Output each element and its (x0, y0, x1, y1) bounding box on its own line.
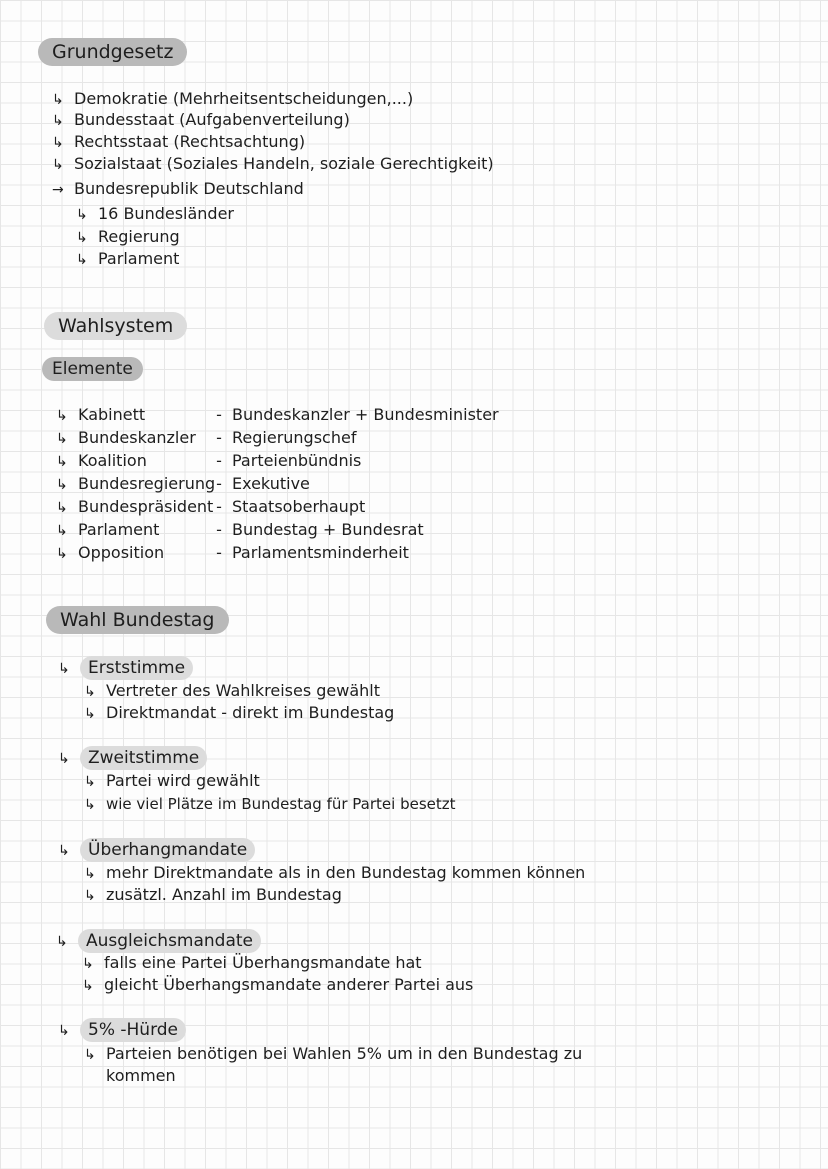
arrow-icon: ↳ (56, 934, 68, 950)
list-item: ↳ gleicht Überhangsmandate anderer Partei aus (82, 975, 474, 994)
list-item: ↳ Sozialstaat (Soziales Handeln, soziale Gerechtigkeit) (52, 154, 494, 173)
list-item: ↳ Direktmandat - direkt im Bundestag (84, 703, 395, 722)
arrow-icon: ↳ (84, 684, 96, 700)
list-item: ↳ Demokratie (Mehrheitsentscheidungen,...) (52, 89, 414, 108)
table-row: ↳ Parlament - Bundestag + Bundesrat (56, 520, 424, 539)
arrow-icon: ↳ (56, 523, 68, 539)
table-row: ↳ Bundespräsident - Staatsoberhaupt (56, 497, 366, 516)
list-item: ↳ falls eine Partei Überhangsmandate hat (82, 953, 422, 972)
list-item: ↳ Parlament (76, 249, 180, 268)
arrow-icon: ↳ (56, 408, 68, 424)
list-item: ↳ wie viel Plätze im Bundestag für Partei besetzt (84, 795, 456, 813)
list-item: ↳ Rechtsstaat (Rechtsachtung) (52, 132, 306, 151)
arrow-icon: ↳ (84, 1047, 96, 1063)
label-ausgleichsmandate: Ausgleichsmandate (78, 929, 261, 953)
arrow-icon: ↳ (56, 431, 68, 447)
arrow-icon: → (52, 182, 64, 198)
list-item: ↳ Parteien benötigen bei Wahlen 5% um in den Bundestag zu (84, 1044, 583, 1063)
list-item: ↳ Vertreter des Wahlkreises gewählt (84, 681, 380, 700)
table-row: ↳ Koalition - Parteienbündnis (56, 451, 362, 470)
subheading-elemente: Elemente (42, 357, 143, 381)
arrow-icon: ↳ (84, 866, 96, 882)
arrow-icon: ↳ (84, 706, 96, 722)
arrow-icon: ↳ (56, 500, 68, 516)
list-item (58, 1018, 186, 1042)
heading-wahl-bundestag: Wahl Bundestag (46, 606, 229, 634)
arrow-icon: ↳ (56, 454, 68, 470)
heading-wahlsystem: Wahlsystem (44, 312, 187, 340)
list-item-continuation: kommen (106, 1066, 176, 1085)
arrow-icon: ↳ (52, 113, 64, 129)
list-item: ↳ 16 Bundesländer (76, 204, 235, 223)
list-item: ↳ mehr Direktmandate als in den Bundestag kommen können (84, 863, 586, 882)
list-item (56, 929, 261, 953)
table-row: ↳ Kabinett - Bundeskanzler + Bundesminister (56, 405, 499, 424)
arrow-icon: ↳ (52, 135, 64, 151)
arrow-icon: ↳ (56, 477, 68, 493)
list-item: → Bundesrepublik Deutschland (52, 179, 304, 198)
arrow-icon: ↳ (76, 207, 88, 223)
label-ueberhangmandate: Überhangmandate (80, 838, 255, 862)
list-item: ↳ zusätzl. Anzahl im Bundestag (84, 885, 342, 904)
table-row: ↳ Bundeskanzler - Regierungschef (56, 428, 357, 447)
list-item: ↳ Bundesstaat (Aufgabenverteilung) (52, 110, 350, 129)
arrow-icon: ↳ (52, 92, 64, 108)
arrow-icon: ↳ (58, 843, 70, 859)
label-erststimme: Erststimme (80, 656, 193, 680)
arrow-icon: ↳ (82, 978, 94, 994)
list-item (58, 838, 255, 862)
table-row: ↳ Bundesregierung- Exekutive (56, 474, 310, 493)
table-row: ↳ Opposition - Parlamentsminderheit (56, 543, 409, 562)
list-item (58, 746, 207, 770)
arrow-icon: ↳ (58, 1023, 70, 1039)
arrow-icon: ↳ (76, 230, 88, 246)
label-5-prozent-huerde: 5% -Hürde (80, 1018, 186, 1042)
arrow-icon: ↳ (84, 797, 96, 813)
heading-grundgesetz: Grundgesetz (38, 38, 187, 66)
arrow-icon: ↳ (58, 751, 70, 767)
list-item (58, 656, 193, 680)
arrow-icon: ↳ (76, 252, 88, 268)
arrow-icon: ↳ (84, 888, 96, 904)
label-zweitstimme: Zweitstimme (80, 746, 207, 770)
arrow-icon: ↳ (84, 774, 96, 790)
arrow-icon: ↳ (82, 956, 94, 972)
arrow-icon: ↳ (52, 157, 64, 173)
list-item: ↳ Regierung (76, 227, 180, 246)
list-item: ↳ Partei wird gewählt (84, 771, 260, 790)
arrow-icon: ↳ (56, 546, 68, 562)
arrow-icon: ↳ (58, 661, 70, 677)
